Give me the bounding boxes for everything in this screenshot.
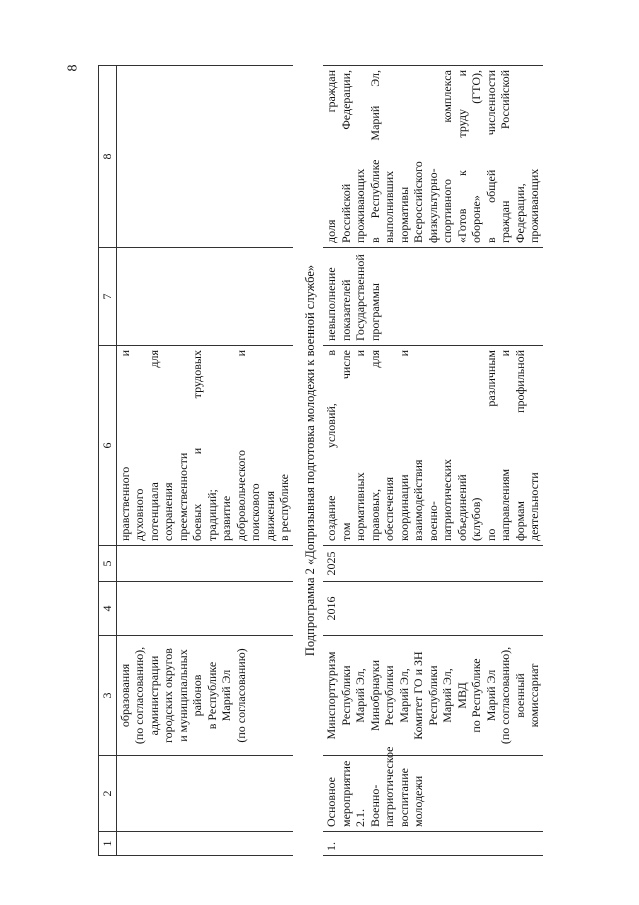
text-line: Всероссийского (411, 161, 425, 243)
text-line: администрации (146, 655, 161, 736)
continuation-cell-2 (116, 756, 293, 832)
text-line: сохранения (161, 482, 175, 541)
text-line: Российской Федерации, (338, 70, 353, 243)
text-line: невыполнение (324, 267, 338, 341)
text-line: поискового (248, 483, 262, 541)
text-line: Военно- (367, 784, 382, 827)
header-col-3: 3 (99, 636, 117, 756)
text-line: Минспорттуризм (324, 651, 338, 740)
text-line: Марий Эл (219, 669, 233, 722)
text-line: Государственной (353, 254, 367, 341)
table-header-row (99, 66, 117, 856)
text-line: в Республике Марий Эл, (367, 70, 382, 243)
text-line: районов (190, 674, 204, 717)
header-col-8: 8 (99, 66, 117, 248)
text-line: МВД (454, 682, 469, 709)
text-line: военный (512, 673, 527, 718)
related-indicator (323, 66, 543, 248)
text-line: взаимодействия (411, 459, 425, 541)
header-col-2: 2 (99, 756, 117, 832)
text-line: преемственности (175, 452, 190, 541)
text-line: потенциала для (146, 350, 161, 541)
text-line: городских округов (161, 648, 175, 743)
measure-row (323, 66, 543, 856)
text-line: (по согласованию) (233, 648, 248, 743)
text-line: «Готов к труду и (454, 70, 469, 243)
text-line: проживающих (527, 168, 541, 243)
text-line: Федерации, (512, 183, 527, 243)
text-line: Республики (338, 665, 353, 726)
text-line: по Республике (469, 658, 483, 733)
text-line: формам профильной (512, 350, 527, 541)
text-line: Марий Эл, (353, 668, 367, 723)
text-line: и муниципальных (175, 649, 190, 742)
header-col-5: 5 (99, 546, 117, 582)
text-line: Минобрнауки (367, 660, 382, 732)
subprogram-row (293, 66, 324, 856)
text-line: граждан Российской (498, 70, 512, 243)
text-line: боевых и трудовых (190, 350, 204, 541)
text-line: добровольческого и (233, 350, 248, 541)
text-line: том числе (338, 350, 353, 541)
non-implementation-consequences (323, 248, 543, 346)
text-line: развитие (219, 495, 233, 541)
text-line: объединений (454, 474, 469, 541)
text-line: духовного (132, 488, 146, 541)
text-line: направлениям и (498, 350, 512, 541)
text-line: Комитет ГО и ЗН (411, 651, 425, 740)
text-line: проживающих (353, 168, 367, 243)
text-line: Республики (425, 665, 440, 726)
header-col-1: 1 (99, 832, 117, 856)
text-line: (по согласованию), (132, 646, 146, 745)
text-line: (клубов) (469, 497, 483, 541)
end-year: 2025 (323, 546, 543, 582)
text-line: традиций; (204, 489, 219, 541)
text-line: деятельности (527, 472, 541, 541)
text-line: программы (367, 283, 382, 341)
text-line: воспитание (396, 768, 411, 827)
page-number: 8 (65, 64, 81, 72)
header-col-4: 4 (99, 582, 117, 636)
text-line: Марий Эл (483, 669, 498, 722)
text-line: Республики (382, 665, 396, 726)
rotated-page (98, 66, 548, 856)
text-line: патриотических (440, 459, 454, 541)
measure-executors (323, 636, 543, 756)
text-line: Марий Эл, (440, 668, 454, 723)
text-line: координации и (396, 350, 411, 541)
continuation-cell-7 (116, 248, 293, 346)
header-col-6: 6 (99, 346, 117, 546)
start-year: 2016 (323, 582, 543, 636)
text-line: выполнивших (382, 170, 396, 243)
continuation-executors (116, 636, 293, 756)
text-line: правовых, для (367, 350, 382, 541)
continuation-cell-8 (116, 66, 293, 248)
continuation-cell-4 (116, 582, 293, 636)
text-line: в Республике (204, 661, 219, 730)
text-line: нравственного и (117, 350, 132, 541)
measures-table (98, 65, 543, 856)
text-line: Основное (324, 777, 338, 827)
text-line: нормативы (396, 186, 411, 243)
text-line: (по согласованию), (498, 646, 512, 745)
text-line: спортивного комплекса (440, 70, 454, 243)
text-line: показателей (338, 279, 353, 341)
text-line: молодежи (411, 775, 425, 827)
text-line: патриотическое (382, 746, 396, 827)
text-line: в республике (277, 474, 291, 541)
text-line: в общей численности (483, 70, 498, 243)
continuation-cell-5 (116, 546, 293, 582)
subprogram-title: Подпрограмма 2 «Допризывная подготовка молодежи к военной службе» (302, 264, 317, 657)
continuation-result (116, 346, 293, 546)
text-line: военно- (425, 501, 440, 541)
text-line: движения (262, 490, 277, 541)
text-line: комиссариат (527, 663, 541, 728)
text-line: нормативных и (353, 350, 367, 541)
header-col-7: 7 (99, 248, 117, 346)
text-line: создание условий, в (324, 350, 338, 541)
text-line: мероприятие 2.1. (338, 760, 367, 827)
text-line: по различным (483, 350, 498, 541)
measure-name (323, 746, 543, 832)
row-number: 1. (323, 832, 543, 856)
text-line: доля граждан (324, 70, 338, 243)
continuation-row (116, 66, 293, 856)
continuation-cell-1 (116, 832, 293, 856)
text-line: Марий Эл, (396, 668, 411, 723)
expected-result (323, 346, 543, 546)
text-line: физкультурно- (425, 168, 440, 243)
text-line: обороне» (ГТО), (469, 70, 483, 243)
text-line: образования (117, 663, 132, 728)
text-line: обеспечения (382, 476, 396, 541)
